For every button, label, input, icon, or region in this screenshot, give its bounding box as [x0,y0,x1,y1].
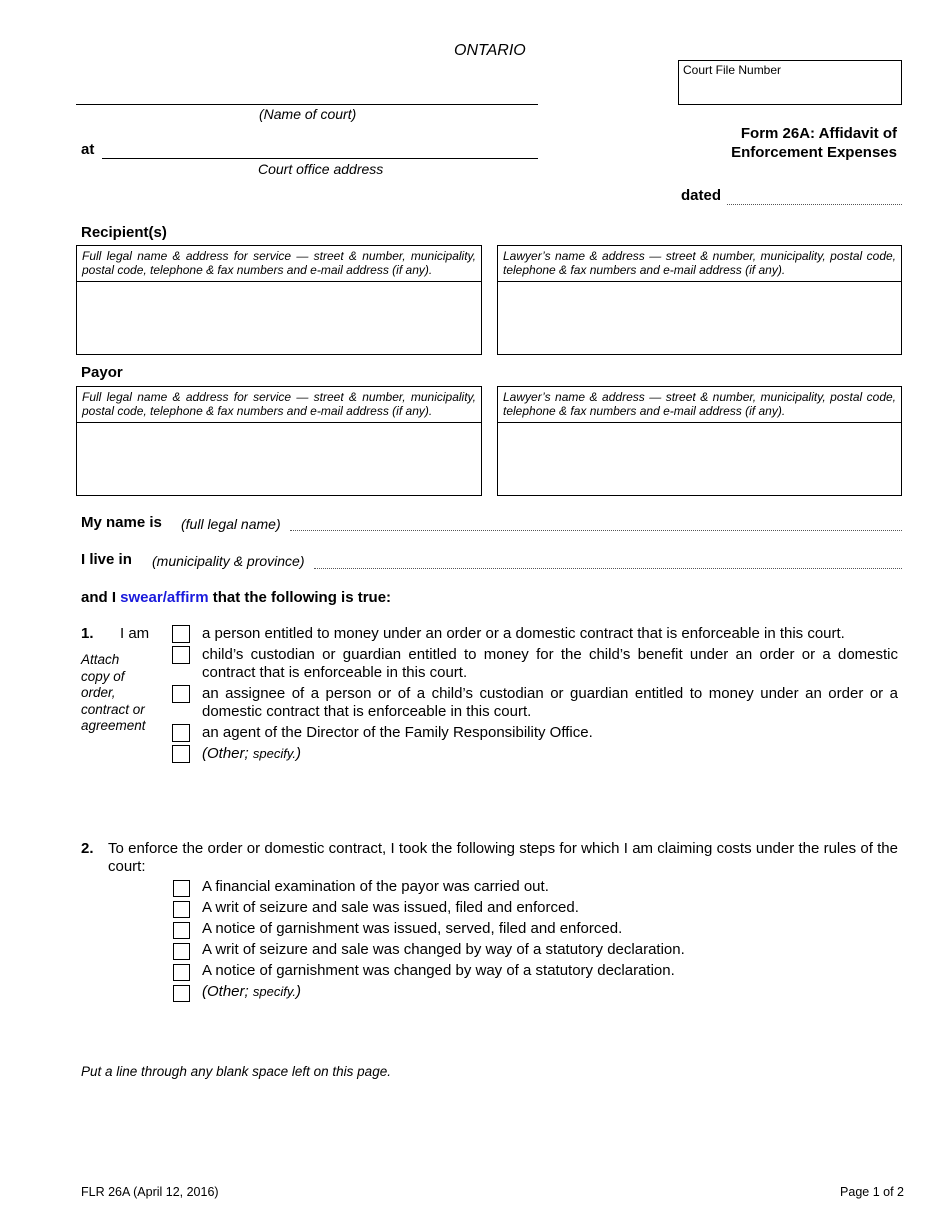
date-field[interactable] [727,204,902,205]
section2-intro: To enforce the order or domestic contract, I took the following steps for which I am claiming costs under the rules of the court: [108,840,898,875]
name-of-court-label: (Name of court) [259,106,357,122]
swear-statement [81,589,391,606]
payor-party-box[interactable] [76,386,482,496]
section2-option-5-checkbox[interactable] [173,964,190,981]
section2-option-3-checkbox[interactable] [173,922,190,939]
section2-other-checkbox[interactable] [173,985,190,1002]
section2-option-1-label: A financial examination of the payor was carried out. [202,878,549,895]
section1-option-2-checkbox[interactable] [172,646,190,664]
other-suffix: ) [295,983,301,1000]
section1-side-note [81,652,146,735]
recipient-party-header: Full legal name & address for service — street & number, municipality, postal code, telephone & fax numbers and e-mail address (if any). [77,246,481,282]
other-specify: specify. [252,984,296,999]
section1-option-4-checkbox[interactable] [172,724,190,742]
form-title-line2: Enforcement Expenses [731,144,897,161]
section2-option-4-label: A writ of seizure and sale was changed by way of a statutory declaration. [202,941,685,958]
form-title-line1: Form 26A: Affidavit of [740,125,897,142]
section1-option-1-checkbox[interactable] [172,625,190,643]
at-label: at [81,141,95,158]
section1-option-3-checkbox[interactable] [172,685,190,703]
municipality-hint: (municipality & province) [152,553,305,569]
section2-option-1-checkbox[interactable] [173,880,190,897]
side-note-line: contract or [81,701,145,717]
court-file-number-label: Court File Number [683,63,782,77]
my-name-label: My name is [81,514,162,531]
payor-title: Payor [81,364,123,381]
name-of-court-line[interactable] [76,104,538,105]
dated-label: dated [681,187,722,204]
municipality-field[interactable] [314,568,902,569]
side-note-line: order, [81,685,116,700]
section1-other-label [202,745,301,763]
full-legal-name-hint: (full legal name) [181,516,281,532]
section1-other-checkbox[interactable] [172,745,190,763]
other-suffix: ) [295,745,301,762]
section2-option-2-label: A writ of seizure and sale was issued, filed and enforced. [202,899,579,916]
section2-option-5-label: A notice of garnishment was changed by way of a statutory declaration. [202,962,675,979]
section2-option-4-checkbox[interactable] [173,943,190,960]
section2-option-3-label: A notice of garnishment was issued, served, filed and enforced. [202,920,623,937]
section2-option-2-checkbox[interactable] [173,901,190,918]
page-number: Page 1 of 2 [840,1185,904,1199]
recipient-lawyer-header: Lawyer’s name & address — street & number, municipality, postal code, telephone & fax numbers and e-mail address (if any). [498,246,901,282]
form-title [731,124,897,162]
recipients-title: Recipient(s) [81,224,167,241]
recipient-party-box[interactable] [76,245,482,355]
recipient-lawyer-box[interactable] [497,245,902,355]
full-legal-name-field[interactable] [290,530,902,531]
other-prefix: (Other; [202,745,253,762]
section1-i-am: I am [120,625,150,642]
other-specify: specify. [252,746,296,761]
section2-number: 2. [81,840,94,857]
blank-space-note: Put a line through any blank space left on this page. [81,1064,391,1079]
side-note-line: copy of [81,668,125,684]
province-title: ONTARIO [454,42,526,59]
court-office-address-label: Court office address [258,161,384,177]
swear-affirm-choice[interactable]: swear/affirm [120,589,209,606]
form-code: FLR 26A (April 12, 2016) [81,1185,219,1199]
section1-number: 1. [81,625,94,642]
court-office-address-line[interactable] [102,158,538,159]
section1-option-3-label: an assignee of a person or of a child’s custodian or guardian entitled to money under an order or a domestic contract that is enforceable in this court. [202,685,898,720]
payor-lawyer-header: Lawyer’s name & address — street & number, municipality, postal code, telephone & fax numbers and e-mail address (if any). [498,387,901,423]
section1-option-1-label: a person entitled to money under an order or a domestic contract that is enforceable in this court. [202,625,845,642]
other-prefix: (Other; [202,983,253,1000]
side-note-line: Attach [81,652,120,667]
payor-party-header: Full legal name & address for service — street & number, municipality, postal code, telephone & fax numbers and e-mail address (if any). [77,387,481,423]
section1-option-2-label: child’s custodian or guardian entitled to money for the child’s benefit under an order or a domestic contract that is enforceable in this court. [202,646,898,681]
swear-suffix: that the following is true: [208,589,392,606]
side-note-line: agreement [81,718,146,733]
court-file-number-box[interactable] [678,60,902,105]
i-live-in-label: I live in [81,551,132,568]
payor-lawyer-box[interactable] [497,386,902,496]
section1-option-4-label: an agent of the Director of the Family Responsibility Office. [202,724,593,741]
section2-other-label [202,983,301,1001]
swear-prefix: and I [81,589,121,606]
